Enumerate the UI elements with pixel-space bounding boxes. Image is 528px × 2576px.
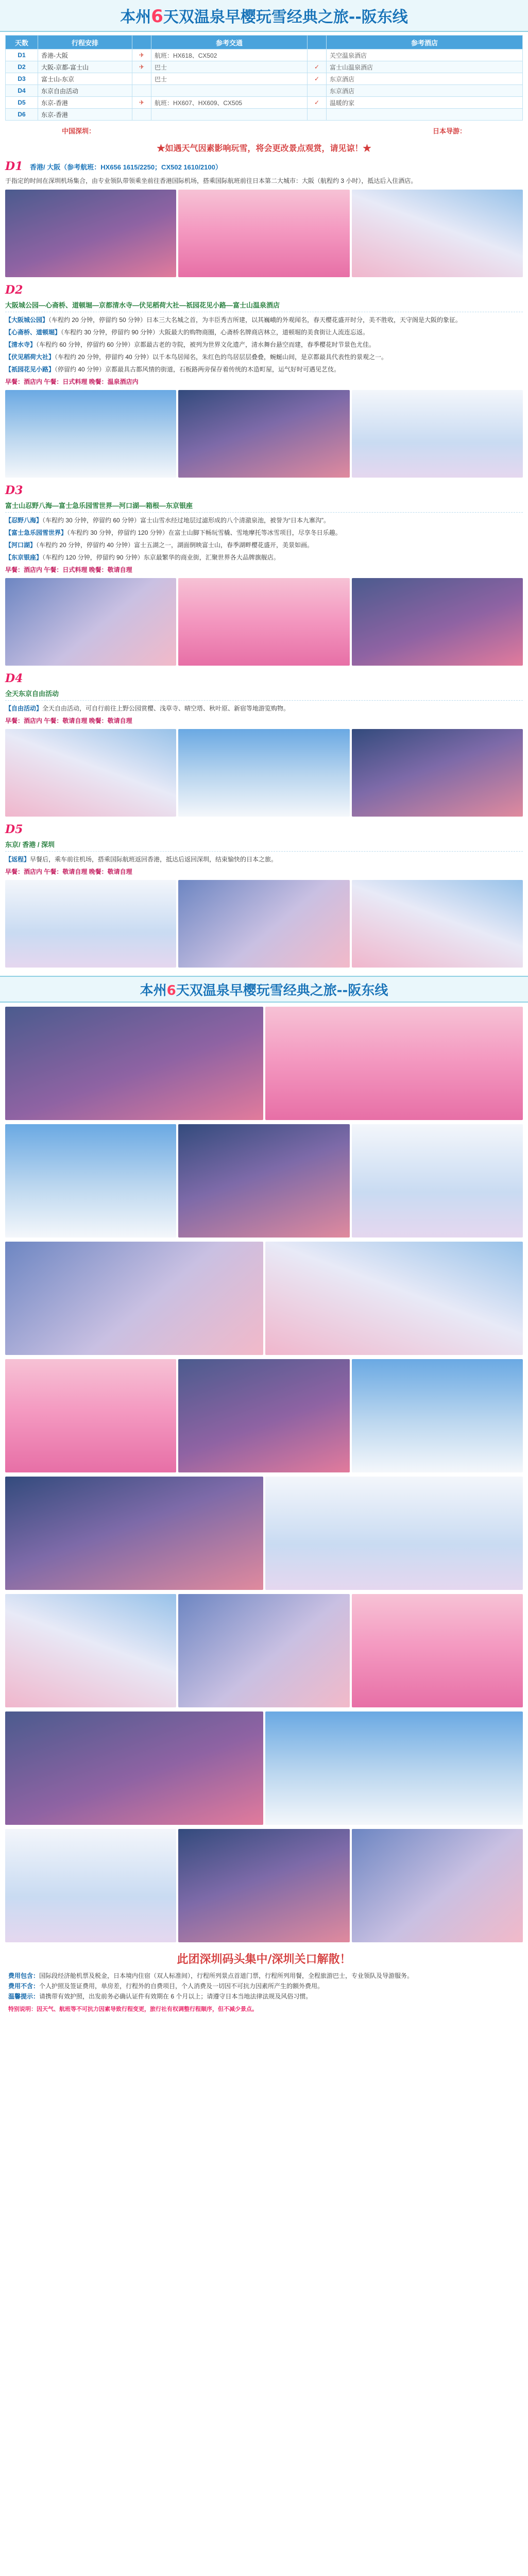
itinerary-table [5,35,523,121]
section-title: 本州6天双温泉早樱玩雪经典之旅--阪东线 [140,982,388,998]
photo-row [5,1124,523,1238]
footer-notes [8,1971,520,2002]
table-cell: 东京-香港 [38,97,132,109]
tokyo-photo [178,729,349,817]
sakura-photo [178,190,349,277]
banner-photo [352,1829,523,1942]
table-cell: ✈ [132,61,151,73]
banner-photo [265,1242,523,1355]
day-route: 全天东京自由活动 [5,688,523,701]
table-row [6,85,523,97]
day-body [0,315,528,374]
table-row [6,73,523,85]
day-route: 大阪城公园—心斋桥、道顿堀—京都清水寺—伏见稻荷大社—祇园花见小路—富士山温泉酒店 [5,300,523,312]
attraction-paragraph: 【清水寺】（车程约 60 分钟，停留约 60 分钟）京都最古老的寺院，被列为世界文化遗产，清水舞台悬空而建，春季樱花时节景色尤佳。 [5,341,376,348]
table-row [6,61,523,73]
table-cell [151,109,308,121]
photo-row [5,1829,523,1942]
banner-photo [265,1007,523,1120]
table-cell: D6 [6,109,38,121]
photo-row [5,1477,523,1590]
day-tag: D3 [5,484,23,497]
table-cell: 巴士 [151,61,308,73]
photo-row [5,729,523,817]
photo-row [5,1359,523,1472]
kyoto-photo [178,390,349,478]
attraction-paragraph: 【东京银座】（车程约 120 分钟，停留约 90 分钟）东京最繁华的商业街，汇聚世界各大品牌旗舰店。 [5,554,280,561]
table-cell: 东京-香港 [38,109,132,121]
banner-photo [265,1711,523,1825]
footer-title: 此团深圳码头集中/深圳关口解散！ [177,1953,351,1966]
table-cell [308,85,327,97]
day-header [5,484,523,497]
table-cell: 东京自由活动 [38,85,132,97]
table-cell: ✈ [132,97,151,109]
table-cell [308,109,327,121]
day-meals: 早餐：酒店内 午餐：日式料理 晚餐：敬请自理 [5,566,132,573]
photo-row [5,1711,523,1825]
day-flight-info: 香港/ 大阪（参考航班：HX656 1615/2250；CX502 1610/2100） [30,163,222,171]
banner-photo [5,1829,176,1942]
table-cell: 大阪-京都-富士山 [38,61,132,73]
table-cell: 温暖的家 [327,97,523,109]
day-tag: D2 [5,283,23,297]
table-cell [132,73,151,85]
banner-photo [352,1359,523,1472]
attraction-paragraph: 【河口湖】（车程约 20 分钟，停留约 40 分钟）富士五湖之一，湖面倒映富士山，春季湖畔樱花盛开，美景如画。 [5,541,314,549]
table-row [6,109,523,121]
banner-photo [178,1124,349,1238]
attraction-paragraph: 【祇园花见小路】（停留约 40 分钟）京都最具古都风情的街道，石板路两旁保存着传统的木造町屋，运气好时可遇见艺伎。 [5,366,340,373]
kyoto-photo [352,390,523,478]
day-intro: 于指定的时间在深圳机场集合，由专业领队带领乘坐前往香港国际机场，搭乘国际航班前往日本第二大城市：大阪（航程约 3 小时），抵达后入住酒店。 [5,177,417,184]
attraction-paragraph: 【大阪城公园】（车程约 20 分钟，停留约 50 分钟）日本三大名城之首，为丰臣秀吉所建，以其巍峨的外观闻名，春天樱花盛开时分，美不胜收，天守阁是大阪的象征。 [5,316,462,324]
attraction-paragraph: 【返程】早餐后，乘车前往机场，搭乘国际航班返回香港，抵达后返回深圳，结束愉快的日本之旅。 [5,856,278,863]
table-cell: 香港-大阪 [38,49,132,61]
sakura-photo [5,190,176,277]
table-cell: ✈ [132,49,151,61]
itinerary-header: 参考交通 [151,36,308,49]
table-cell [132,109,151,121]
table-cell: ✓ [308,97,327,109]
return-photo [178,880,349,968]
banner-photo [352,1594,523,1707]
table-cell [132,85,151,97]
banner-photo [5,1359,176,1472]
day-route: 富士山忍野八海—富士急乐园雪世界—河口湖—箱根—东京银座 [5,500,523,513]
page-title-bar [0,0,528,32]
day-meals: 早餐：酒店内 午餐：敬请自理 晚餐：敬请自理 [5,868,132,875]
fuji-photo [5,578,176,666]
table-cell: D3 [6,73,38,85]
table-row [6,49,523,61]
table-cell: D5 [6,97,38,109]
table-cell: 航班：HX607、HX609、CX505 [151,97,308,109]
table-cell: D1 [6,49,38,61]
table-cell: 东京酒店 [327,73,523,85]
banner-photo [5,1242,263,1355]
day-header [5,823,523,836]
table-cell: 关空温泉酒店 [327,49,523,61]
table-cell: D2 [6,61,38,73]
table-cell [327,109,523,121]
day-tag: D5 [5,823,23,836]
photo-row [5,390,523,478]
day-header [5,672,523,685]
itinerary-header-row [6,36,523,49]
banner-photo [178,1829,349,1942]
weather-note: ★如遇天气因素影响玩雪，将会更改景点观赏，请见谅！★ [157,144,371,153]
table-cell: 东京酒店 [327,85,523,97]
itinerary-header: 行程安排 [38,36,132,49]
table-cell: ✓ [308,73,327,85]
table-cell: 富士山温泉酒店 [327,61,523,73]
sakura-photo [352,190,523,277]
day-header [5,283,523,297]
table-cell [151,85,308,97]
photo-row [5,880,523,968]
banner-photo [352,1124,523,1238]
table-row [6,97,523,109]
day-tag: D4 [5,672,23,685]
page-title: 本州6天双温泉早樱玩雪经典之旅--阪东线 [120,6,408,27]
day-body [0,704,528,713]
shopping-note [0,121,528,135]
banner-photo [5,1007,263,1120]
attraction-paragraph: 【伏见稻荷大社】（车程约 20 分钟，停留约 40 分钟）以千本鸟居闻名，朱红色的鸟居层层叠叠，蜿蜒山间，是京都最具代表性的景观之一。 [5,353,388,361]
fuji-photo [178,578,349,666]
itinerary-header [308,36,327,49]
return-photo [5,880,176,968]
attraction-paragraph: 【忍野八海】（车程约 30 分钟，停留约 60 分钟）富士山雪水经过地层过滤形成的八个清澈泉池，被誉为“日本九寨沟”。 [5,517,330,524]
fuji-photo [352,578,523,666]
day-tag: D1 [5,160,23,173]
banner-photo [5,1477,263,1590]
fineprint: 特别说明：因天气、航班等不可抗力因素导致行程变更，旅行社有权调整行程顺序，但不减少景点。 [8,2006,258,2012]
kyoto-photo [5,390,176,478]
day-body [0,516,528,562]
photo-row [5,578,523,666]
banner-photo [178,1594,349,1707]
day-route: 东京/ 香港 / 深圳 [5,839,523,852]
shopping-note-left: 中国深圳： [62,127,96,135]
itinerary-header [132,36,151,49]
return-photo [352,880,523,968]
itinerary-header: 参考酒店 [327,36,523,49]
photo-row [5,1242,523,1355]
day-meals: 早餐：酒店内 午餐：敬请自理 晚餐：敬请自理 [5,717,132,724]
table-cell [308,49,327,61]
attraction-paragraph: 【富士急乐园雪世界】（车程约 30 分钟，停留约 120 分钟）在富士山脚下畅玩雪橇、雪地摩托等冰雪项目，尽享冬日乐趣。 [5,529,342,536]
tokyo-photo [5,729,176,817]
day-meals: 早餐：酒店内 午餐：日式料理 晚餐：温泉酒店内 [5,378,139,385]
day-header [5,160,523,173]
table-cell: 航班：HX618、CX502 [151,49,308,61]
banner-photo [178,1359,349,1472]
attraction-paragraph: 【自由活动】全天自由活动，可自行前往上野公园赏樱、浅草寺、晴空塔、秋叶原、新宿等地游览购物。 [5,705,290,712]
itinerary-header: 天数 [6,36,38,49]
table-cell: 巴士 [151,73,308,85]
table-cell: D4 [6,85,38,97]
attraction-paragraph: 【心斋桥、道顿堀】（车程约 30 分钟，停留约 90 分钟）大阪最大的购物商圈，心斋桥名牌商店林立，道顿堀的美食街让人流连忘返。 [5,329,369,336]
section-title-bar [0,976,528,1003]
shopping-note-right: 日本导游： [432,127,466,135]
tokyo-photo [352,729,523,817]
footer-note: 费用包含：国际段经济舱机票及税金，日本境内住宿（双人标准间），行程所列景点首道门票，行程所列用餐，全程旅游巴士，专业领队及导游服务。 [8,1972,414,1979]
table-cell: ✓ [308,61,327,73]
footer-note: 温馨提示：请携带有效护照，出发前务必确认证件有效期在 6 个月以上；请遵守日本当地法律法规及风俗习惯。 [8,1993,312,2000]
photo-row [5,1007,523,1120]
banner-photo [265,1477,523,1590]
banner-photo [5,1594,176,1707]
photo-row [5,1594,523,1707]
photo-row [5,190,523,277]
day-body [0,855,528,864]
banner-photo [5,1711,263,1825]
banner-photo [5,1124,176,1238]
footer-note: 费用不含：个人护照及签证费用，单房差，行程外的自费项目，个人消费及一切因不可抗力因素所产生的额外费用。 [8,1982,324,1990]
table-cell: 富士山-东京 [38,73,132,85]
